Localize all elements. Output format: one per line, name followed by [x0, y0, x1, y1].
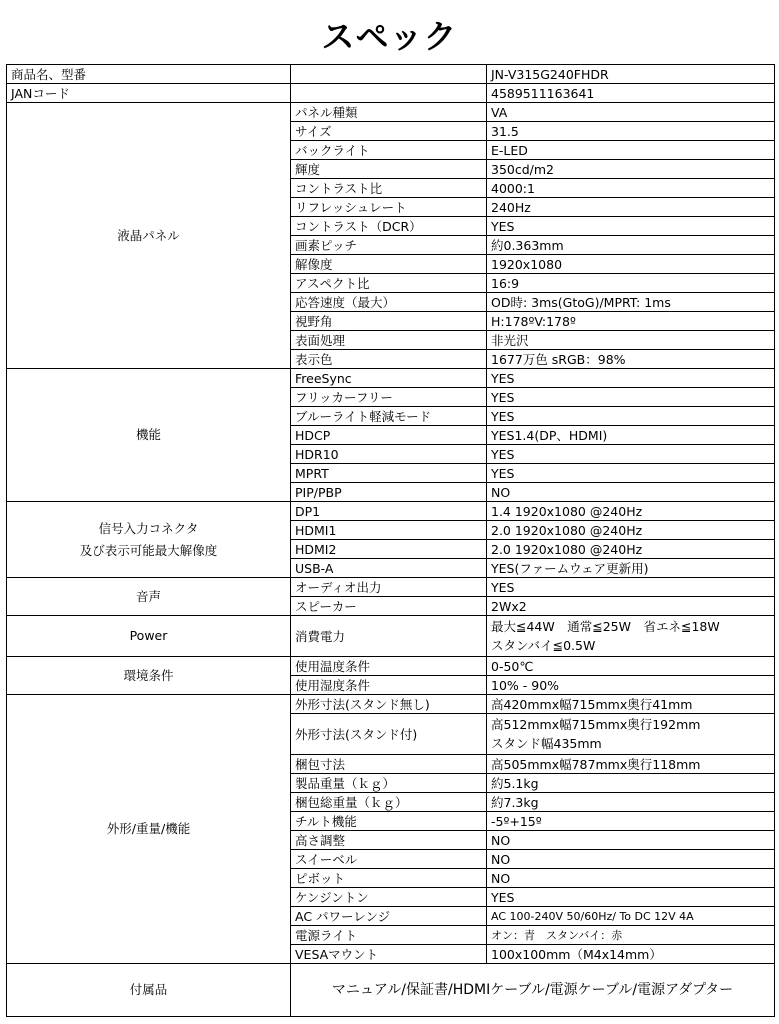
- spec-value: 31.5: [487, 122, 775, 141]
- spec-value: 約0.363mm: [487, 236, 775, 255]
- spec-item: FreeSync: [291, 369, 487, 388]
- spec-value: YES: [487, 464, 775, 483]
- spec-value: NO: [487, 831, 775, 850]
- table-row: [7, 103, 775, 122]
- spec-item: HDMI2: [291, 540, 487, 559]
- spec-item: パネル種類: [291, 103, 487, 122]
- spec-item: HDMI1: [291, 521, 487, 540]
- spec-item: MPRT: [291, 464, 487, 483]
- spec-item: 製品重量（ｋｇ）: [291, 774, 487, 793]
- spec-item: AC パワーレンジ: [291, 907, 487, 926]
- row-label: 商品名、型番: [7, 65, 291, 84]
- spec-value: YES(ファームウェア更新用): [487, 559, 775, 578]
- spec-item: 外形寸法(スタンド無し): [291, 695, 487, 714]
- spec-item: PIP/PBP: [291, 483, 487, 502]
- category-label: Power: [7, 616, 291, 657]
- spec-item: リフレッシュレート: [291, 198, 487, 217]
- spec-item: DP1: [291, 502, 487, 521]
- spec-item: 使用湿度条件: [291, 676, 487, 695]
- spec-value: 2.0 1920x1080 @240Hz: [487, 521, 775, 540]
- spec-item: ブルーライト軽減モード: [291, 407, 487, 426]
- spec-value: VA: [487, 103, 775, 122]
- spec-item: HDR10: [291, 445, 487, 464]
- spec-item: 使用温度条件: [291, 657, 487, 676]
- spec-value: 非光沢: [487, 331, 775, 350]
- table-row: [7, 695, 775, 714]
- spec-value: オン：青 スタンバイ：赤: [487, 926, 775, 945]
- spec-value: -5º+15º: [487, 812, 775, 831]
- category-label: [7, 502, 291, 578]
- spec-item: 表示色: [291, 350, 487, 369]
- spec-value: H:178ºV:178º: [487, 312, 775, 331]
- category-label: 音声: [7, 578, 291, 616]
- row-value: 4589511163641: [487, 84, 775, 103]
- page-title: スペック: [321, 17, 458, 56]
- spec-item: 電源ライト: [291, 926, 487, 945]
- spec-value: [487, 714, 775, 755]
- category-line: 及び表示可能最大解像度: [79, 542, 218, 558]
- spec-item: USB-A: [291, 559, 487, 578]
- category-label: 外形/重量/機能: [7, 695, 291, 964]
- spec-value: 1.4 1920x1080 @240Hz: [487, 502, 775, 521]
- table-row: [7, 964, 775, 1017]
- spec-item: 表面処理: [291, 331, 487, 350]
- spec-item: ケンジントン: [291, 888, 487, 907]
- spec-value-line: 高512mmx幅715mmx奥行192mm: [491, 717, 701, 732]
- spec-value: YES: [487, 578, 775, 597]
- spec-value: 2.0 1920x1080 @240Hz: [487, 540, 775, 559]
- spec-item: 外形寸法(スタンド付): [291, 714, 487, 755]
- spec-value: [487, 616, 775, 657]
- spec-item: 消費電力: [291, 616, 487, 657]
- row-empty: [291, 65, 487, 84]
- spec-item: 解像度: [291, 255, 487, 274]
- spec-value: YES1.4(DP、HDMI): [487, 426, 775, 445]
- spec-value: NO: [487, 483, 775, 502]
- spec-value: 約5.1kg: [487, 774, 775, 793]
- spec-item: HDCP: [291, 426, 487, 445]
- category-label: 機能: [7, 369, 291, 502]
- spec-item: 画素ピッチ: [291, 236, 487, 255]
- row-empty: [291, 84, 487, 103]
- spec-item: 高さ調整: [291, 831, 487, 850]
- table-row: [7, 369, 775, 388]
- spec-item: 輝度: [291, 160, 487, 179]
- table-row: [7, 65, 775, 84]
- spec-item: ピボット: [291, 869, 487, 888]
- spec-value: OD時: 3ms(GtoG)/MPRT: 1ms: [487, 293, 775, 312]
- row-value: JN-V315G240FHDR: [487, 65, 775, 84]
- table-row: [7, 84, 775, 103]
- spec-value: 1920x1080: [487, 255, 775, 274]
- spec-value: YES: [487, 388, 775, 407]
- table-row: [7, 657, 775, 676]
- spec-item: 梱包総重量（ｋｇ）: [291, 793, 487, 812]
- spec-value: 2Wx2: [487, 597, 775, 616]
- spec-item: アスペクト比: [291, 274, 487, 293]
- spec-value: 高420mmx幅715mmx奥行41mm: [487, 695, 775, 714]
- spec-value: YES: [487, 888, 775, 907]
- spec-value: 100x100mm（M4x14mm）: [487, 945, 775, 964]
- spec-item: 視野角: [291, 312, 487, 331]
- spec-value: 1677万色 sRGB：98%: [487, 350, 775, 369]
- spec-value-line: スタンド幅435mm: [491, 736, 602, 751]
- spec-value: YES: [487, 445, 775, 464]
- table-row: [7, 616, 775, 657]
- spec-value-line: 最大≦44W 通常≦25W 省エネ≦18W: [491, 619, 720, 634]
- spec-value: 約7.3kg: [487, 793, 775, 812]
- spec-value: YES: [487, 407, 775, 426]
- category-line: 信号入力コネクタ: [98, 520, 199, 536]
- spec-value: 16:9: [487, 274, 775, 293]
- spec-value: YES: [487, 369, 775, 388]
- spec-item: サイズ: [291, 122, 487, 141]
- category-label: 液晶パネル: [7, 103, 291, 369]
- row-label: JANコード: [7, 84, 291, 103]
- spec-item: チルト機能: [291, 812, 487, 831]
- spec-item: オーディオ出力: [291, 578, 487, 597]
- spec-value-line: スタンバイ≦0.5W: [491, 638, 596, 653]
- spec-item: バックライト: [291, 141, 487, 160]
- spec-table: [6, 64, 775, 1017]
- accessories-value: マニュアル/保証書/HDMIケーブル/電源ケーブル/電源アダプター: [291, 964, 775, 1017]
- spec-item: 梱包寸法: [291, 755, 487, 774]
- accessories-label: 付属品: [7, 964, 291, 1017]
- spec-item: コントラスト比: [291, 179, 487, 198]
- spec-item: 応答速度（最大）: [291, 293, 487, 312]
- spec-value: 4000:1: [487, 179, 775, 198]
- spec-value: 高505mmx幅787mmx奥行118mm: [487, 755, 775, 774]
- spec-item: フリッカーフリー: [291, 388, 487, 407]
- spec-value: 0-50℃: [487, 657, 775, 676]
- spec-item: スイーベル: [291, 850, 487, 869]
- spec-item: VESAマウント: [291, 945, 487, 964]
- category-label: 環境条件: [7, 657, 291, 695]
- spec-value: NO: [487, 850, 775, 869]
- table-row: [7, 502, 775, 521]
- spec-value: 350cd/m2: [487, 160, 775, 179]
- spec-item: コントラスト（DCR）: [291, 217, 487, 236]
- spec-value: YES: [487, 217, 775, 236]
- spec-value: AC 100-240V 50/60Hz/ To DC 12V 4A: [487, 907, 775, 926]
- spec-value: 240Hz: [487, 198, 775, 217]
- spec-value: NO: [487, 869, 775, 888]
- spec-item: スピーカー: [291, 597, 487, 616]
- spec-value: 10% - 90%: [487, 676, 775, 695]
- spec-value: E-LED: [487, 141, 775, 160]
- table-row: [7, 578, 775, 597]
